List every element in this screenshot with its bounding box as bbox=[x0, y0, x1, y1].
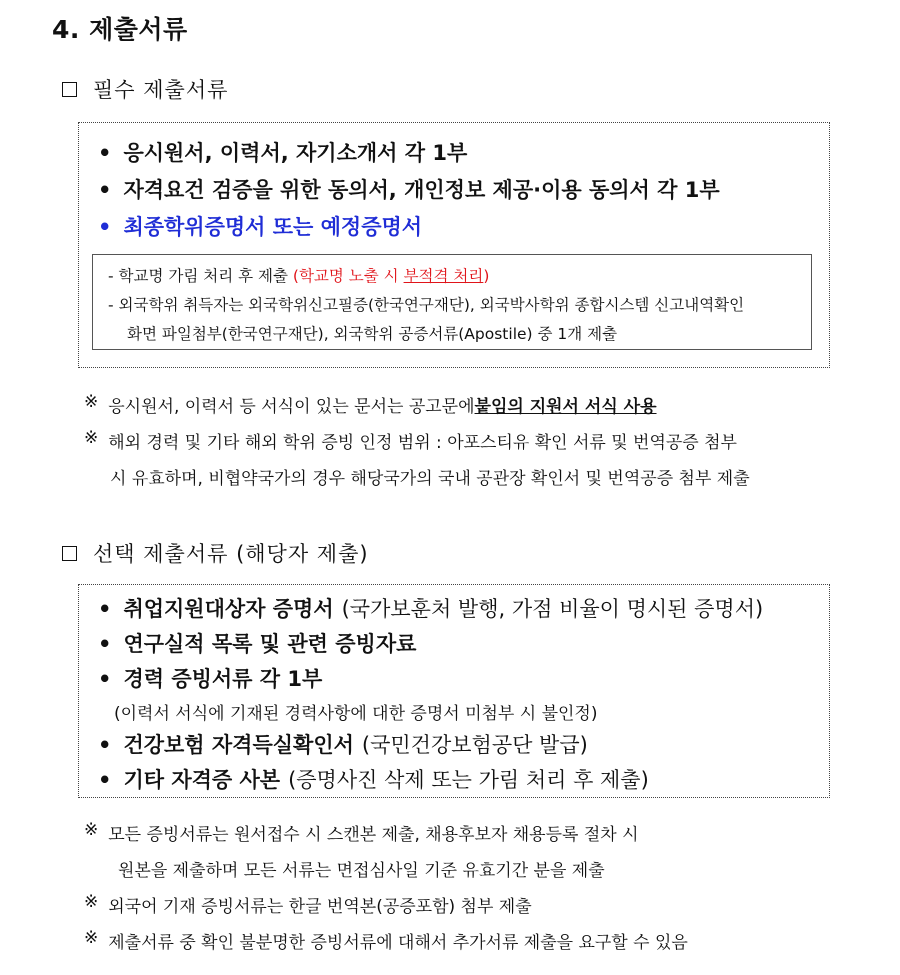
optional-remark-3: ※ 제출서류 중 확인 불분명한 증빙서류에 대해서 추가서류 제출을 요구할 수 있음 bbox=[84, 928, 688, 953]
required-docs-title bbox=[62, 74, 228, 104]
bullet-icon: • bbox=[98, 733, 112, 757]
bullet-icon: • bbox=[98, 768, 112, 792]
optional-item: • 취업지원대상자 증명서 (국가보훈처 발행, 가점 비율이 명시된 증명서) bbox=[98, 597, 764, 621]
required-item: • 자격요건 검증을 위한 동의서, 개인정보 제공·이용 동의서 각 1부 bbox=[98, 178, 720, 202]
optional-remark-1-cont: 원본을 제출하며 모든 서류는 면접심사일 기준 유효기간 분을 제출 bbox=[118, 861, 605, 881]
bullet-icon: • bbox=[98, 215, 112, 239]
degree-note-line1: - 학교명 가림 처리 후 제출 (학교명 노출 시 부적격 처리) bbox=[108, 267, 490, 285]
required-item-highlight: • 최종학위증명서 또는 예정증명서 bbox=[98, 215, 423, 239]
required-item: • 응시원서, 이력서, 자기소개서 각 1부 bbox=[98, 141, 468, 165]
optional-item: • 건강보험 자격득실확인서 (국민건강보험공단 발급) bbox=[98, 733, 588, 757]
reference-mark: ※ bbox=[84, 820, 99, 840]
checkbox-icon bbox=[62, 546, 77, 561]
optional-docs-title bbox=[62, 538, 369, 568]
required-remark-2: ※ 해외 경력 및 기타 해외 학위 증빙 인정 범위 : 아포스티유 확인 서류 및 번역공증 첨부 bbox=[84, 428, 737, 453]
required-docs-title-text: 필수 제출서류 bbox=[93, 78, 229, 102]
optional-remark-2: ※ 외국어 기재 증빙서류는 한글 번역본(공증포함) 첨부 제출 bbox=[84, 892, 532, 917]
bullet-icon: • bbox=[98, 632, 112, 656]
career-evidence-note: (이력서 서식에 기재된 경력사항에 대한 증명서 미첨부 시 불인정) bbox=[114, 704, 598, 724]
bullet-icon: • bbox=[98, 141, 112, 165]
optional-docs-title-text: 선택 제출서류 (해당자 제출) bbox=[93, 542, 369, 566]
reference-mark: ※ bbox=[84, 928, 99, 948]
degree-note-line2: - 외국학위 취득자는 외국학위신고필증(한국연구재단), 외국박사학위 종합시스템 신고내역확인 bbox=[108, 296, 745, 314]
reference-mark: ※ bbox=[84, 892, 99, 912]
checkbox-icon bbox=[62, 82, 77, 97]
reference-mark: ※ bbox=[84, 428, 99, 448]
degree-note-line3: 화면 파일첨부(한국연구재단), 외국학위 공증서류(Apostile) 중 1개 제출 bbox=[127, 325, 618, 343]
optional-item: • 기타 자격증 사본 (증명사진 삭제 또는 가림 처리 후 제출) bbox=[98, 768, 649, 792]
optional-item: • 연구실적 목록 및 관련 증빙자료 bbox=[98, 632, 417, 656]
optional-item: • 경력 증빙서류 각 1부 bbox=[98, 667, 323, 691]
optional-remark-1: ※ 모든 증빙서류는 원서접수 시 스캔본 제출, 채용후보자 채용등록 절차 시 bbox=[84, 820, 639, 845]
bullet-icon: • bbox=[98, 597, 112, 621]
reference-mark: ※ bbox=[84, 392, 99, 412]
required-remark-1: ※ 응시원서, 이력서 등 서식이 있는 문서는 공고문에 붙임의 지원서 서식 사용 bbox=[84, 392, 657, 417]
section-heading: 4. 제출서류 bbox=[52, 15, 188, 44]
bullet-icon: • bbox=[98, 178, 112, 202]
required-remark-2-cont: 시 유효하며, 비협약국가의 경우 해당국가의 국내 공관장 확인서 및 번역공증 첨부 제출 bbox=[110, 469, 750, 489]
bullet-icon: • bbox=[98, 667, 112, 691]
